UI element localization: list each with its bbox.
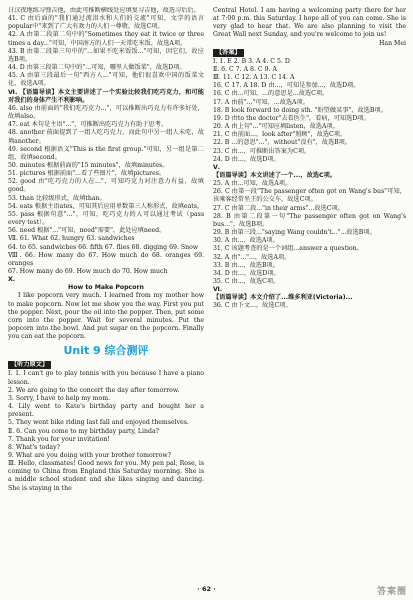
answer-line: 53. than 比较级形式，故填than。 [8, 194, 106, 202]
answer-line: 49. second 根据语义"This is the first group."可知，另一组是第二组，故填second。 [8, 145, 204, 161]
letter-signature: Han Mei [378, 39, 406, 47]
section-5-label: Ⅴ. [213, 163, 221, 171]
answer-line: 43. B 由第二段第三句中的"...如果不吃米饭饭..."可知，因它们，故应选B项。 [8, 47, 204, 63]
listening-line: 4. Lily went to Kate's birthday party and bought her a present. [8, 403, 204, 419]
answer-line: 46. also 由前面的"我们吃巧克力..."，可以推断出巧克力有许多好处，故填also。 [8, 104, 204, 121]
essay-title: How to Make Popcorn [68, 284, 144, 292]
answer-line: 51. pictures 根据前面"...看了些图片"，故填pictures。 [8, 170, 166, 178]
answers-row: 67. How many do 69. How much do 70. How much [8, 268, 168, 275]
answers-row: Ⅱ. 6. C 7. A 8. C 9. A [213, 65, 277, 73]
section-6-items [8, 105, 204, 236]
answer-line: 50. minutes 根据前面的"15 minutes"，故填minutes。 [8, 161, 169, 169]
listening-line: 3. Sorry, I have to help my mom. [8, 394, 111, 402]
section-10-label: Ⅹ. [8, 276, 16, 284]
listening-line: 2. We are going to the concert the day after tomorrow. [8, 386, 180, 394]
answer-key [213, 58, 406, 91]
answer-line: 41. C 由后面的"我们通过流泪水和人们的交流"可知，文学的语言popular中"来到了广大有欢力的人们一尊敬，故选C项。 [8, 15, 204, 31]
answer-line: 30. A 由...，故选A项。 [213, 237, 279, 245]
listening-line: Ⅲ. Hello, classmates! Good news for you. My pen pal, Rose, is coming to China from England this Saturday morning. She is a middle school student and she likes singing and dancing. She is staying in the [8, 460, 204, 492]
listening-header: 【听力原文】 [8, 361, 51, 369]
answers-row: 64. to 65. sandwiches 66. fifth 67. flies 68. digging 69. Snow [8, 243, 199, 251]
listening-line: Ⅱ. 6. Can you come to my birthday party, Linda? [8, 427, 159, 435]
answer-line: 42. A 由第二段第二句中的"Sometimes they eat it twice or three times a day..."可知，中国南方的人们一天常吃米饭，故选A项。 [8, 31, 204, 47]
answer-line: 25. A 由...可知，故选A项。 [213, 180, 292, 188]
answers-header: 【答案】 [213, 49, 244, 57]
answer-line: 24. D 由...，故选D项。 [213, 155, 280, 163]
letter-body: Central Hotel. I am having a welcoming party there for her at 7:00 p.m. this Saturday. I hope all of you can come. She is very glad to hear that. We are also planning to visit the Great Wall next Sunday, and you're welcome to join us! [213, 7, 406, 39]
answers-row: 16. C 17. A 18. D 由...，可知是参加...，故选D项。 [213, 82, 360, 90]
answer-line: 16. C 由...可知，...的意思是...故选C项。 [213, 90, 329, 98]
listening-script [8, 370, 204, 492]
answer-line: 28. B 由第二段第一句"The passenger often got on Wang's bus..."，故选B项。 [213, 212, 406, 228]
unit-title: Unit 9 综合测评 [63, 344, 149, 358]
answer-line: 22. B ...的意思"..."，without"没有"，故选B项。 [213, 139, 352, 147]
answer-line: 26. C 由第一段"The passenger often got on Wang's bus"可知，该乘客经常坐王的公交车，故选C项。 [213, 188, 406, 204]
answers-row: Ⅶ. 61. What 62. hungry 63. sandwiches [8, 235, 135, 243]
answer-line: 23. C 由...，可推断出答案为C项。 [213, 147, 311, 155]
answer-line: 34. D 由...，故选D项。 [213, 269, 280, 277]
essay-body: I like popcorn very much. I learned from my mother how to make popcorn. Now let me show you the way. First you put the popper. Next, pour the oil into the popper. Then, put some corn into the popper. Wait for several minutes. Put the popcorn into the bowl. And put sugar on the popcorn. Finally you can eat the popcorn. [8, 292, 204, 341]
pre-unit-answers [8, 7, 204, 89]
listening-line: 5. They went bike riding last fall and enjoyed themselves. [8, 419, 189, 427]
watermark-logo: 答案圈 [376, 586, 407, 597]
left-column [8, 7, 204, 585]
section-6-label: Ⅵ. [213, 286, 223, 294]
answer-line: 44. D 由第三段第二句中的"...可知，哪里人做饭菜"，故选D项。 [8, 64, 186, 72]
answer-line: 35. C 由...，故选C项。 [213, 278, 280, 285]
listening-line: 8. What's today? [8, 443, 60, 451]
section-6-title: Ⅵ. 【语篇导读】本文主要讲述了一个实验比较我们吃巧克力，和可能对我们的身体产生不利影响。 [8, 88, 204, 104]
answer-line: 47. eat 本句是主语"..."，可推断出吃巧克力有助于思考。 [8, 121, 167, 129]
answer-line: 31. C 该题考查的是一个词组...answer a question。 [213, 245, 363, 253]
answer-line: 33. B 由...，故选B项。 [213, 261, 279, 269]
page-number: · 62 · [197, 585, 216, 593]
answer-line: 21. C 由前面...，look after"照顾"，故选C项。 [213, 131, 347, 139]
reading-answers [213, 90, 406, 163]
right-column [213, 7, 406, 585]
answer-line: 36. C 由下文...，故选C项。 [213, 302, 292, 310]
listening-line: 9. What are you doing with your brother tomorrow? [8, 451, 171, 459]
answer-line: 19. D 由to the doctor"去看医生"，看病，可知选D项。 [213, 114, 370, 122]
answer-line: 20. A 由上句"..."可知应填listen，故选A项。 [213, 123, 339, 131]
answer-line: 27. C 由第二段..."in their arms"...故选C项。 [213, 204, 344, 212]
answer-line: 55. pass 根据句意"..."，可知，吃巧克力的人可以通过考试（pass every test）。 [8, 210, 204, 227]
answer-line: 32. A 由"..."...，故选A项。 [213, 253, 291, 261]
answers-row: Ⅲ. 11. C 12. A 13. C 14. A [213, 74, 295, 82]
answer-line: 日汉夜地练习弹吉他，由此可推断横线处应填复习吉他，故选习后后。 [8, 7, 200, 14]
listening-line: 7. Thank you for your invitation! [8, 435, 110, 443]
section-5-title: 【语篇导读】本文讲述了一个...，故选C项。 [213, 171, 336, 179]
answer-line: 54. eats 根据主语ates，可知其后应用单数第三人称形式，故填eats。 [8, 202, 204, 210]
answer-line: 17. A 由前"..."可知，...故选A项。 [213, 98, 309, 106]
answers-row: Ⅷ. 66. How many do 67. How much do 68. oranges 69. oranges [8, 251, 204, 267]
section-6-title: 【语篇导读】本文介绍了...维多利亚(Victoria)... [213, 294, 353, 302]
answers-row: Ⅰ. 1. E 2. B 3. A 4. C 5. D [213, 57, 290, 65]
answer-line: 56. need 根据"..."可知，need"需要"，此处应填need。 [8, 227, 166, 235]
answer-line: 52. good 由"吃巧克力的人在..."，可知巧克力对注意力有益，故填good。 [8, 178, 204, 194]
answer-line: 29. B 由第三段..."saying Wang couldn't..."...故选B项。 [213, 229, 376, 237]
answer-line: 18. B look forward to doing sth. "盼望做某事"，故选B项。 [213, 106, 387, 114]
answer-line: 48. another 前面提到了一组人吃巧克力，而此句中另一组人未吃，故填another。 [8, 129, 204, 145]
section-5-items [213, 180, 406, 286]
answer-line: 45. A 由第三段最后一句"西方人..."可知，他们很喜欢中国的饭菜文化，故选A项。 [8, 72, 204, 88]
listening-line: Ⅰ. 1. I can't go to play tennis with you because I have a piano lesson. [8, 370, 204, 386]
